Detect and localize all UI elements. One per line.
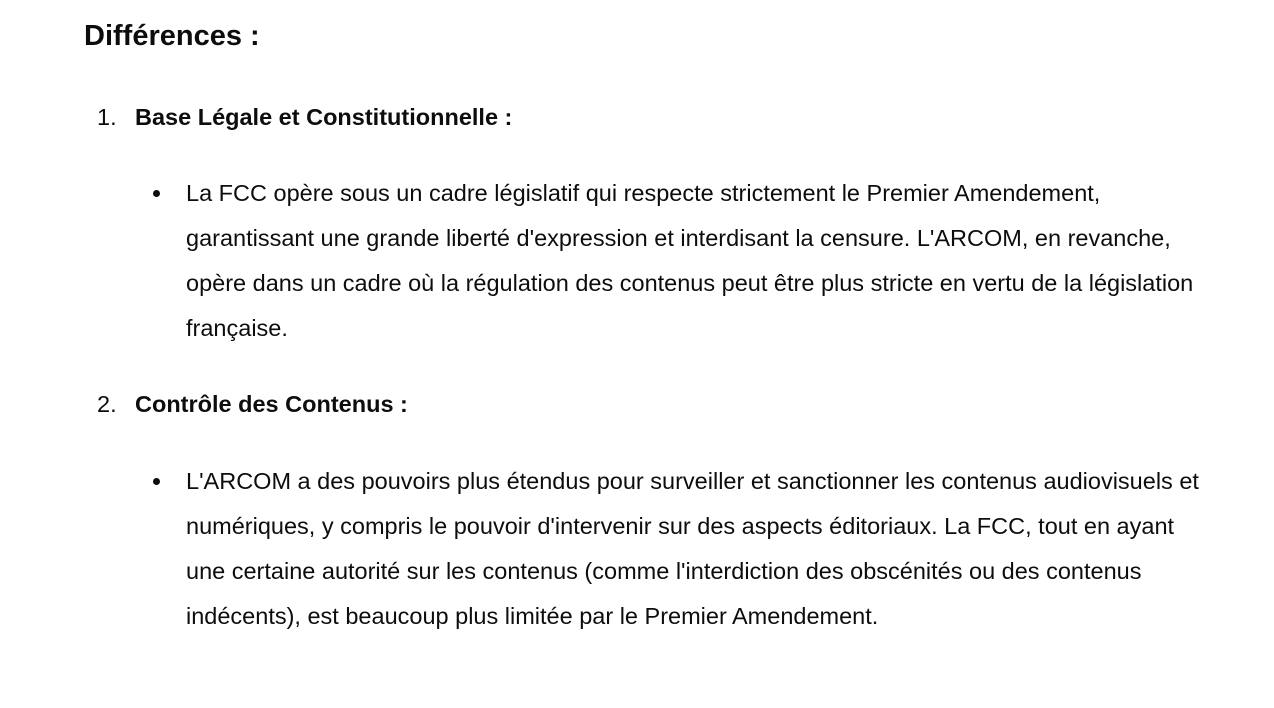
- bullet-text: L'ARCOM a des pouvoirs plus étendus pour surveiller et sanctionner les contenus audiovisuels et numériques, y compris le pouvoir d'intervenir sur des aspects éditoriaux. La FCC, tout en ayant une certaine autorité sur les contenus (comme l'interdiction des obscénités ou des contenus indécents), est beaucoup plus limitée par le Premier Amendement.: [186, 468, 1199, 629]
- bullet-text: La FCC opère sous un cadre législatif qui respecte strictement le Premier Amendement, garantissant une grande liberté d'expression et interdisant la censure. L'ARCOM, en revanche, opère dans un cadre où la régulation des contenus peut être plus stricte en vertu de la législation française.: [186, 180, 1194, 341]
- list-number: 2.: [97, 391, 117, 417]
- section-heading: Différences :: [84, 20, 260, 52]
- list-section-2: [84, 387, 1234, 629]
- section-title: Contrôle des Contenus :: [135, 391, 408, 417]
- section-header: [84, 100, 1234, 134]
- list-section-1: [84, 100, 1234, 341]
- section-header: [84, 387, 1234, 421]
- section-title: Base Légale et Constitutionnelle :: [135, 104, 513, 130]
- bullet-icon: [153, 478, 160, 485]
- bullet-icon: [153, 190, 160, 197]
- list-number: 1.: [97, 104, 117, 130]
